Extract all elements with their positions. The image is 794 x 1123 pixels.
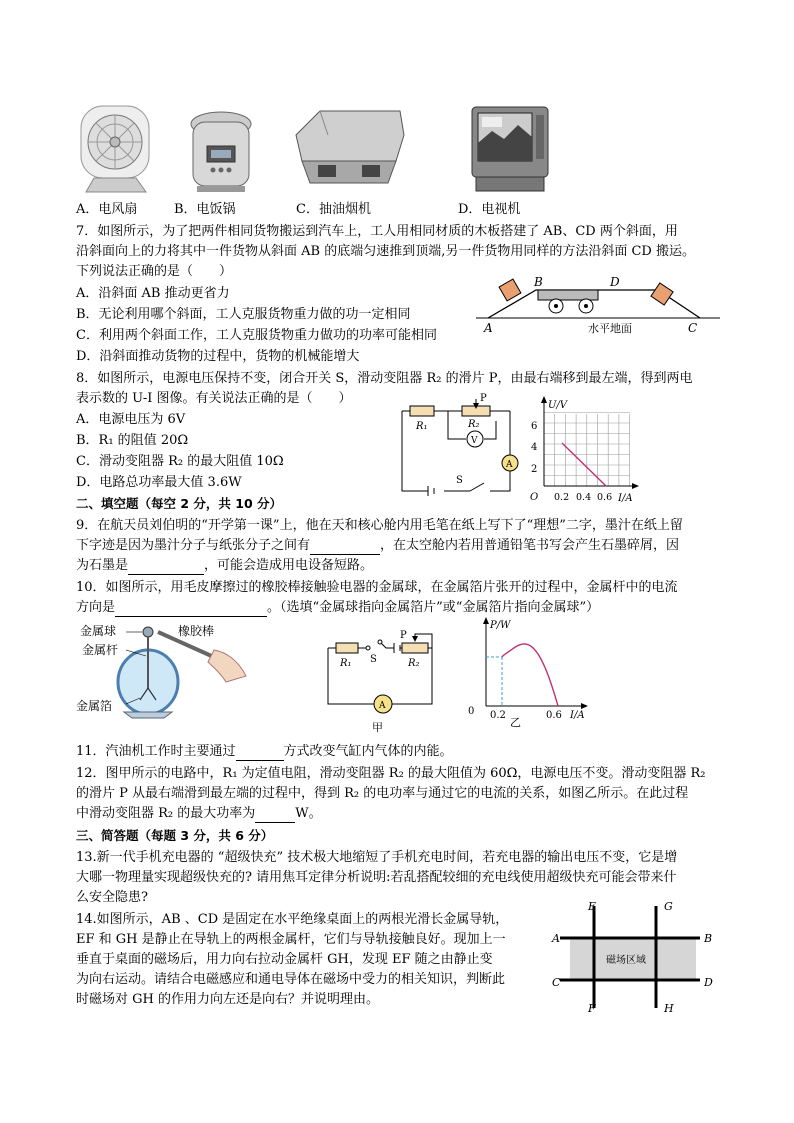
q8-label-r2: R₂ bbox=[468, 419, 480, 430]
q7-label-c: C bbox=[688, 321, 698, 335]
q8-option-a: A．电源电压为 6V bbox=[76, 412, 186, 427]
electroscope-figure bbox=[76, 620, 252, 720]
label-metal-ball: 金属球 bbox=[80, 624, 117, 638]
q14-label-h: H bbox=[664, 1002, 674, 1015]
q8-xtick-0.6: 0.6 bbox=[597, 492, 613, 503]
q12-stem-line3 bbox=[76, 804, 726, 823]
q10-text-part2: 。（选填“金属球指向金属箔片”或“金属箔片指向金属球”） bbox=[267, 600, 600, 615]
q9-text-part2: ，在太空舱内若用普通铅笔书写会产生石墨碎屑，因 bbox=[380, 538, 680, 553]
q8-voltmeter-label: V bbox=[471, 436, 478, 446]
q12-ammeter-label: A bbox=[379, 701, 386, 711]
q12-stem-line1: 12．图甲所示的电路中，R₁ 为定值电阻，滑动变阻器 R₂ 的最大阻值为 60Ω，电源电压不变。滑动变阻器 R₂ bbox=[76, 766, 706, 781]
q8-ytick-2: 2 bbox=[531, 464, 538, 475]
q8-stem-line1: 8．如图所示，电源电压保持不变，闭合开关 S，滑动变阻器 R₂ 的滑片 P，由最右端移到最左端，得到两电 bbox=[76, 371, 693, 386]
q10-text-part1: 方向是 bbox=[76, 600, 116, 615]
q11-text-part1: 11．汽油机工作时主要通过 bbox=[76, 744, 236, 759]
range-hood-image bbox=[292, 105, 408, 191]
q14-label-b: B bbox=[704, 932, 713, 945]
label-metal-foil: 金属箔 bbox=[76, 699, 113, 713]
q10-stem-line2 bbox=[76, 598, 726, 617]
option-c-range-hood: C．抽油烟机 bbox=[296, 202, 371, 217]
q14-label-a: A bbox=[552, 932, 560, 945]
q13-stem-line2: 大哪一物理量实现超级快充的? 请用焦耳定律分析说明:若乱搭配较细的充电线使用超级快充可能会带来什 bbox=[76, 870, 677, 885]
q11-stem bbox=[76, 742, 726, 761]
q8-y-axis-label: U/V bbox=[548, 400, 568, 411]
q13-stem-line3: 么安全隐患? bbox=[76, 890, 148, 905]
q12-origin-label: 0 bbox=[468, 706, 475, 717]
q12-power-graph-yi bbox=[466, 614, 596, 728]
q12-figure-jia-label: 甲 bbox=[372, 721, 383, 734]
q14-magnetic-region-label: 磁场区域 bbox=[606, 955, 646, 966]
q9-blank-2[interactable] bbox=[128, 560, 204, 575]
q14-label-g: G bbox=[664, 900, 673, 913]
q12-blank[interactable] bbox=[255, 808, 295, 823]
q12-xtick-0.2: 0.2 bbox=[490, 710, 506, 721]
q14-label-f: F bbox=[588, 1002, 596, 1015]
q8-origin-label: O bbox=[530, 492, 539, 503]
q10-blank[interactable] bbox=[115, 602, 267, 617]
rice-cooker-image bbox=[185, 110, 257, 196]
q14-label-e: E bbox=[588, 900, 597, 913]
q14-stem-line4: 为向右运动。请结合电磁感应和通电导体在磁场中受力的相关知识，判断此 bbox=[76, 972, 506, 987]
q8-ytick-6: 6 bbox=[531, 421, 538, 432]
q8-stem-line2: 表示数的 U-I 图像。有关说法正确的是（ ） bbox=[76, 391, 352, 406]
q14-label-d: D bbox=[704, 976, 713, 989]
q9-stem-line3 bbox=[76, 556, 726, 575]
q8-label-p: P bbox=[480, 393, 487, 404]
q8-xtick-0.4: 0.4 bbox=[576, 492, 592, 503]
option-d-tv: D．电视机 bbox=[458, 202, 521, 217]
q8-ytick-4: 4 bbox=[531, 442, 538, 453]
q12-y-axis-label: P/W bbox=[490, 620, 511, 631]
q12-stem-line2: 的滑片 P 从最右端滑到最左端的过程中，得到 R₂ 的电功率与通过它的电流的关系，如图乙所示。在此过程 bbox=[76, 786, 689, 801]
q7-ground-label: 水平地面 bbox=[588, 322, 632, 335]
q13-stem-line1: 13.新一代手机充电器的 “超级快充” 技术极大地缩短了手机充电时间，若充电器的输出电压不变，它是增 bbox=[76, 850, 678, 865]
section-3-heading: 三、简答题（每题 3 分，共 6 分） bbox=[76, 828, 274, 843]
q9-blank-1[interactable] bbox=[310, 540, 380, 555]
q8-option-b: B．R₁ 的阻值 20Ω bbox=[76, 433, 189, 448]
q14-rail-figure bbox=[550, 896, 720, 1016]
q9-text-part3: 为石墨是 bbox=[76, 558, 129, 573]
q7-stem-line3: 下列说法正确的是（ ） bbox=[76, 264, 233, 279]
q14-stem-line3: 垂直于桌面的磁场后，用力向右拉动金属杆 GH，发现 EF 随之由静止变 bbox=[76, 952, 493, 967]
q7-stem-line2: 沿斜面向上的力将其中一件货物从斜面 AB 的底端匀速推到顶端,另一件货物用同样的方法沿斜面 CD 搬运。 bbox=[76, 244, 695, 259]
q8-xtick-0.2: 0.2 bbox=[554, 492, 570, 503]
q12-label-r1: R₁ bbox=[340, 658, 352, 669]
label-metal-rod: 金属杆 bbox=[82, 643, 119, 657]
q8-circuit-diagram bbox=[398, 391, 520, 497]
q7-option-b: B．无论利用哪个斜面，工人克服货物重力做的功一定相同 bbox=[76, 307, 411, 322]
q12-label-r2: R₂ bbox=[408, 658, 420, 669]
q12-xtick-0.6: 0.6 bbox=[546, 710, 562, 721]
q12-figure-yi-label: 乙 bbox=[510, 716, 521, 728]
q9-stem-line2 bbox=[76, 536, 726, 555]
q14-stem-line2: EF 和 GH 是静止在导轨上的两根金属杆，它们与导轨接触良好。现加上一 bbox=[76, 932, 506, 947]
q7-option-a: A．沿斜面 AB 推动更省力 bbox=[76, 286, 230, 301]
q9-text-part1: 下字迹是因为墨汁分子与纸张分子之间有 bbox=[76, 538, 311, 553]
q8-switch-label: S bbox=[456, 475, 463, 486]
q7-option-c: C．利用两个斜面工作，工人克服货物重力做功的功率可能相同 bbox=[76, 328, 437, 343]
q8-option-d: D．电路总功率最大值 3.6W bbox=[76, 475, 242, 490]
q14-stem-line5: 时磁场对 GH 的作用力向左还是向右？并说明理由。 bbox=[76, 992, 379, 1007]
q11-text-part2: 方式改变气缸内气体的内能。 bbox=[283, 744, 453, 759]
q7-incline-figure bbox=[476, 272, 722, 338]
q12-text-part2: W。 bbox=[295, 806, 322, 821]
electric-fan-image bbox=[76, 104, 156, 194]
q7-label-a: A bbox=[484, 321, 493, 335]
q7-stem-line1: 7．如图所示，为了把两件相同货物搬运到汽车上，工人用相同材质的木板搭建了 AB、CD 两个斜面，用 bbox=[76, 224, 678, 239]
q9-stem-line1: 9．在航天员刘伯明的“开学第一课”上，他在天和核心舱内用毛笔在纸上写下了“理想”二字，墨汁在纸上留 bbox=[76, 518, 683, 533]
q8-ui-graph bbox=[526, 394, 644, 504]
q12-label-s: S bbox=[370, 654, 377, 665]
label-rubber-rod: 橡胶棒 bbox=[178, 624, 215, 638]
q7-label-d: D bbox=[610, 275, 620, 289]
q8-ammeter-label: A bbox=[506, 460, 513, 470]
q9-text-part4: ，可能会造成用电设备短路。 bbox=[204, 558, 374, 573]
section-2-heading: 二、填空题（每空 2 分，共 10 分） bbox=[76, 496, 283, 511]
q12-circuit-jia bbox=[322, 628, 440, 736]
q14-stem-line1: 14.如图所示，AB 、CD 是固定在水平绝缘桌面上的两根光滑长金属导轨， bbox=[76, 912, 509, 927]
q7-label-b: B bbox=[534, 275, 543, 289]
q11-blank[interactable] bbox=[236, 746, 284, 761]
q14-label-c: C bbox=[552, 976, 561, 989]
q8-x-axis-label: I/A bbox=[618, 493, 633, 504]
tv-image bbox=[468, 103, 552, 195]
q7-option-d: D．沿斜面推动货物的过程中，货物的机械能增大 bbox=[76, 349, 360, 364]
q12-label-p: P bbox=[400, 630, 407, 641]
option-a-fan: A．电风扇 bbox=[76, 202, 138, 217]
q8-option-c: C．滑动变阻器 R₂ 的最大阻值 10Ω bbox=[76, 454, 284, 469]
q12-text-part1: 中滑动变阻器 R₂ 的最大功率为 bbox=[76, 806, 256, 821]
q12-x-axis-label: I/A bbox=[570, 710, 585, 721]
q8-label-r1: R₁ bbox=[416, 421, 428, 432]
q10-stem-line1: 10．如图所示，用毛皮摩擦过的橡胶棒接触验电器的金属球，在金属箔片张开的过程中，金属杆中的电流 bbox=[76, 580, 678, 595]
option-b-rice-cooker: B．电饭锅 bbox=[174, 202, 236, 217]
